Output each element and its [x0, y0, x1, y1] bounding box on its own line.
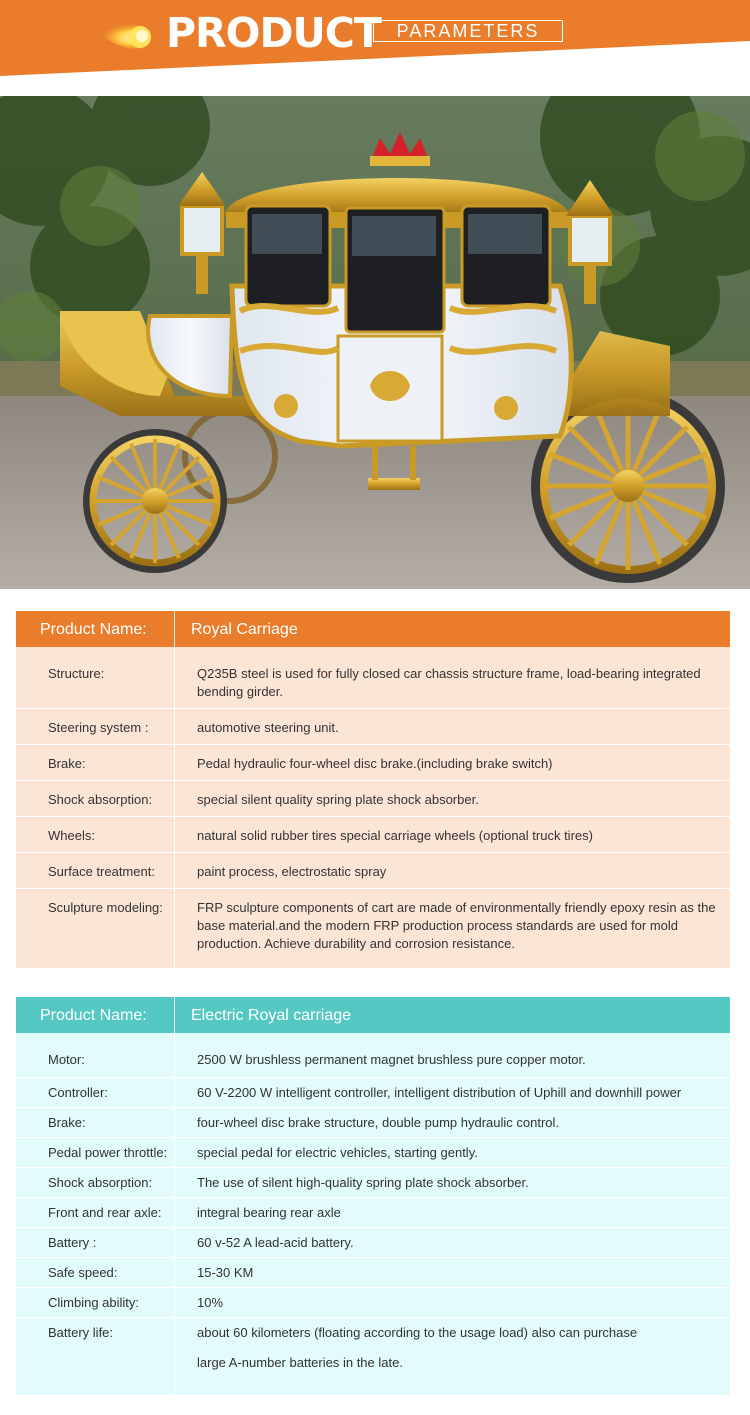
table-body	[16, 1033, 730, 1395]
table-row	[16, 744, 730, 780]
table-row	[16, 708, 730, 744]
row-value	[174, 1258, 730, 1287]
row-value-text: special silent quality spring plate shock absorber.	[197, 792, 479, 807]
row-label: Wheels:	[48, 828, 95, 843]
header-value: Royal Carriage	[174, 611, 730, 647]
header-key: Product Name:	[40, 621, 147, 638]
row-value-text: four-wheel disc brake structure, double pump hydraulic control.	[197, 1115, 560, 1130]
row-value-text: paint process, electrostatic spray	[197, 864, 387, 879]
table-row	[16, 852, 730, 888]
row-value	[174, 1228, 730, 1257]
row-label: Structure:	[48, 666, 105, 681]
table-row	[16, 1317, 730, 1395]
row-label: Sculpture modeling:	[48, 900, 163, 915]
front-wheel	[87, 433, 223, 569]
table-body	[16, 647, 730, 968]
row-label: Pedal power throttle:	[48, 1145, 168, 1160]
row-label: Steering system :	[48, 720, 149, 735]
table-row	[16, 1287, 730, 1317]
table-row	[16, 1137, 730, 1167]
table-header	[16, 997, 730, 1033]
row-value-text: The use of silent high-quality spring plate shock absorber.	[197, 1175, 529, 1190]
row-label: Brake:	[48, 756, 86, 771]
table-row	[16, 1033, 730, 1077]
row-value-text: 10%	[197, 1295, 224, 1310]
row-value	[174, 1198, 730, 1227]
table-row	[16, 1167, 730, 1197]
header-banner	[0, 0, 750, 76]
page-title: PRODUCT	[166, 9, 381, 57]
row-value	[174, 889, 730, 968]
table-row	[16, 1077, 730, 1107]
row-value-text: Pedal hydraulic four-wheel disc brake.(including brake switch)	[197, 756, 553, 771]
header-key: Product Name:	[40, 1007, 147, 1024]
table-row	[16, 780, 730, 816]
carriage-photo	[0, 96, 750, 589]
header-value: Electric Royal carriage	[174, 997, 730, 1033]
row-value	[174, 817, 730, 852]
table-row	[16, 888, 730, 968]
row-value	[174, 1078, 730, 1107]
row-value	[174, 1138, 730, 1167]
table-row	[16, 647, 730, 708]
row-label: Safe speed:	[48, 1265, 118, 1280]
electric-royal-carriage-spec-table	[16, 997, 730, 1395]
row-label: Brake:	[48, 1115, 86, 1130]
royal-carriage-spec-table	[16, 611, 730, 968]
row-value-text: 15-30 KM	[197, 1265, 254, 1280]
row-value-text: 60 v-52 A lead-acid battery.	[197, 1235, 354, 1250]
table-row	[16, 1227, 730, 1257]
row-label: Battery life:	[48, 1325, 114, 1340]
row-label: Shock absorption:	[48, 1175, 153, 1190]
row-value-text: 2500 W brushless permanent magnet brushless pure copper motor.	[197, 1052, 586, 1067]
row-value-text: special pedal for electric vehicles, starting gently.	[197, 1145, 478, 1160]
row-value	[174, 647, 730, 708]
table-header	[16, 611, 730, 647]
row-label: Controller:	[48, 1085, 108, 1100]
row-value	[174, 1108, 730, 1137]
row-label: Motor:	[48, 1052, 85, 1067]
row-value	[174, 853, 730, 888]
row-value-text: FRP sculpture components of cart are made of environmentally friendly epoxy resin as the base material.and the modern FRP production process standards are used for mold production. Achieve durability and corrosion resistance.	[197, 900, 716, 951]
row-value-text: integral bearing rear axle	[197, 1205, 341, 1220]
table-row	[16, 1107, 730, 1137]
row-value	[174, 1288, 730, 1317]
row-value	[174, 1168, 730, 1197]
row-label: Front and rear axle:	[48, 1205, 162, 1220]
table-row	[16, 1197, 730, 1227]
row-value-text: automotive steering unit.	[197, 720, 339, 735]
row-value	[174, 1033, 730, 1077]
row-value-text-continued: large A-number batteries in the late.	[197, 1355, 403, 1370]
row-value-text: 60 V-2200 W intelligent controller, intelligent distribution of Uphill and downhill power	[197, 1085, 682, 1100]
row-value-text: natural solid rubber tires special carriage wheels (optional truck tires)	[197, 828, 593, 843]
row-value-text: about 60 kilometers (floating according to the usage load) also can purchase	[197, 1325, 638, 1340]
row-label: Battery :	[48, 1235, 97, 1250]
row-label: Shock absorption:	[48, 792, 153, 807]
table-row	[16, 1257, 730, 1287]
row-value	[174, 709, 730, 744]
row-label: Climbing ability:	[48, 1295, 140, 1310]
page-subtitle: PARAMETERS	[373, 20, 563, 42]
flame-icon	[92, 18, 156, 52]
carriage-illustration	[0, 96, 750, 589]
row-label: Surface treatment:	[48, 864, 155, 879]
row-value-text: Q235B steel is used for fully closed car chassis structure frame, load-bearing integrated bending girder.	[197, 666, 701, 699]
row-value	[174, 1318, 730, 1395]
row-value	[174, 745, 730, 780]
row-value	[174, 781, 730, 816]
table-row	[16, 816, 730, 852]
